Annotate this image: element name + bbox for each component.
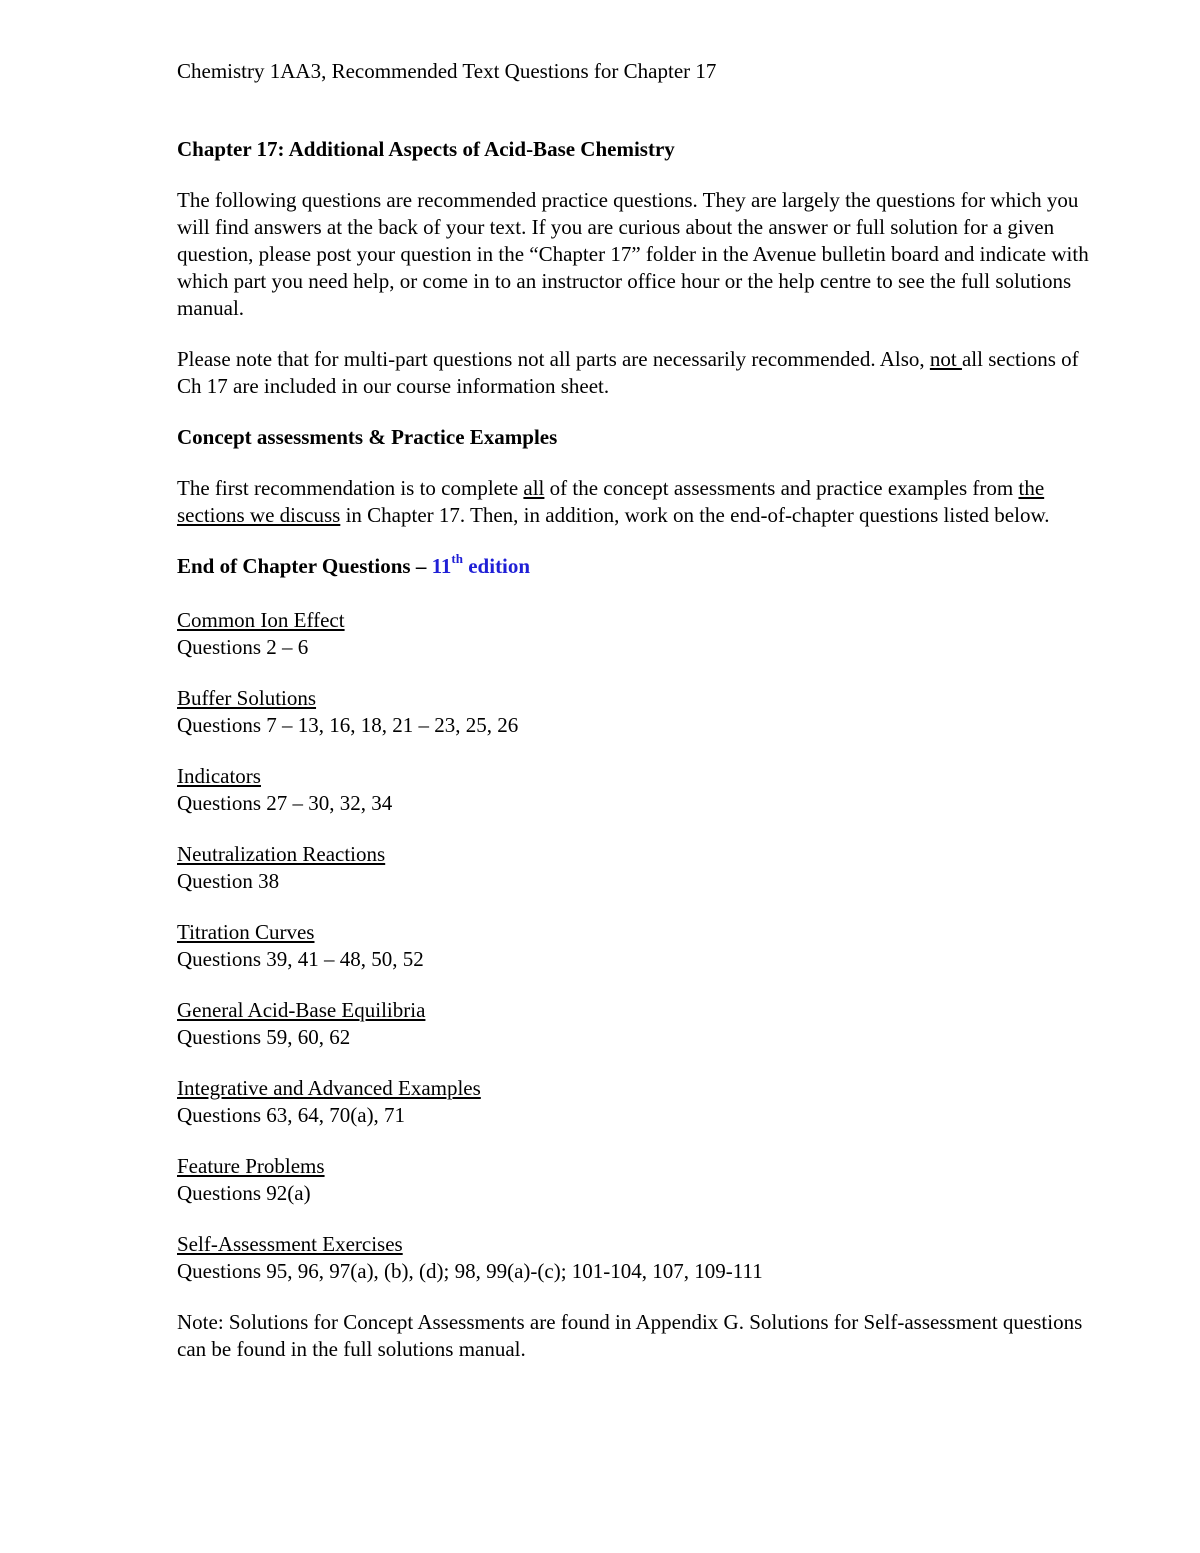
section-integrative-advanced-examples: [177, 1075, 1097, 1129]
section-questions: Questions 7 – 13, 16, 18, 21 – 23, 25, 26: [177, 713, 519, 737]
edition-suffix: th: [451, 551, 463, 566]
multipart-note-text-1: Please note that for multi-part questions not all parts are necessarily recommended. Also,: [177, 347, 930, 371]
chapter-title: Chapter 17: Additional Aspects of Acid-Base Chemistry: [177, 137, 675, 161]
section-indicators: [177, 763, 1097, 817]
concept-heading: Concept assessments & Practice Examples: [177, 425, 558, 449]
section-titration-curves: [177, 919, 1097, 973]
section-questions: Questions 2 – 6: [177, 635, 309, 659]
section-neutralization-reactions: [177, 841, 1097, 895]
intro-paragraph: The following questions are recommended practice questions. They are largely the questions for which you will find answers at the back of your text. If you are curious about the answer or full solution for a given question, please post your question in the “Chapter 17” folder in the Avenue bulletin board and indicate with which part you need help, or come in to an instructor office hour or the help centre to see the full solutions manual.: [177, 188, 1089, 320]
section-questions: Questions 27 – 30, 32, 34: [177, 791, 393, 815]
section-title: Self-Assessment Exercises: [177, 1232, 403, 1256]
multipart-note-emphasis: not: [929, 347, 962, 371]
section-title: Titration Curves: [177, 920, 315, 944]
multipart-note: [177, 346, 1097, 400]
section-title: Feature Problems: [177, 1154, 325, 1178]
edition-word: edition: [462, 554, 531, 578]
eoc-heading-text: End of Chapter Questions –: [177, 554, 432, 578]
concept-text-2: of the concept assessments and practice examples from: [544, 476, 1019, 500]
footer-note: Note: Solutions for Concept Assessments are found in Appendix G. Solutions for Self-assessment questions can be found in the full solutions manual.: [177, 1310, 1083, 1361]
section-common-ion-effect: [177, 607, 1097, 661]
section-buffer-solutions: [177, 685, 1097, 739]
section-title: Neutralization Reactions: [177, 842, 386, 866]
section-feature-problems: [177, 1153, 1097, 1207]
question-sections: [177, 607, 1097, 1285]
section-questions: Question 38: [177, 869, 280, 893]
section-general-acid-base-equilibria: [177, 997, 1097, 1051]
section-title: Integrative and Advanced Examples: [177, 1076, 481, 1100]
section-questions: Questions 92(a): [177, 1181, 311, 1205]
section-questions: Questions 39, 41 – 48, 50, 52: [177, 947, 424, 971]
course-header: Chemistry 1AA3, Recommended Text Questions for Chapter 17: [177, 59, 717, 83]
section-questions: Questions 63, 64, 70(a), 71: [177, 1103, 406, 1127]
section-title: Indicators: [177, 764, 261, 788]
multipart-note-text-2: all sections of Ch 17 are included in our course information sheet.: [177, 347, 1079, 398]
document-page: [177, 58, 1097, 1387]
concept-text-3: in Chapter 17. Then, in addition, work on the end-of-chapter questions listed below.: [340, 503, 1050, 527]
section-title: Buffer Solutions: [177, 686, 317, 710]
end-of-chapter-heading: [177, 553, 1097, 580]
section-self-assessment-exercises: [177, 1231, 1097, 1285]
section-title: General Acid-Base Equilibria: [177, 998, 426, 1022]
section-questions: Questions 59, 60, 62: [177, 1025, 351, 1049]
concept-text-1: The first recommendation is to complete: [177, 476, 524, 500]
section-questions: Questions 95, 96, 97(a), (b), (d); 98, 99(a)-(c); 101-104, 107, 109-111: [177, 1259, 763, 1283]
concept-underline-sections: the sections we discuss: [177, 476, 1045, 527]
concept-underline-all: all: [523, 476, 545, 500]
section-title: Common Ion Effect: [177, 608, 345, 632]
edition-number: 11: [431, 554, 452, 578]
concept-paragraph: [177, 475, 1097, 529]
